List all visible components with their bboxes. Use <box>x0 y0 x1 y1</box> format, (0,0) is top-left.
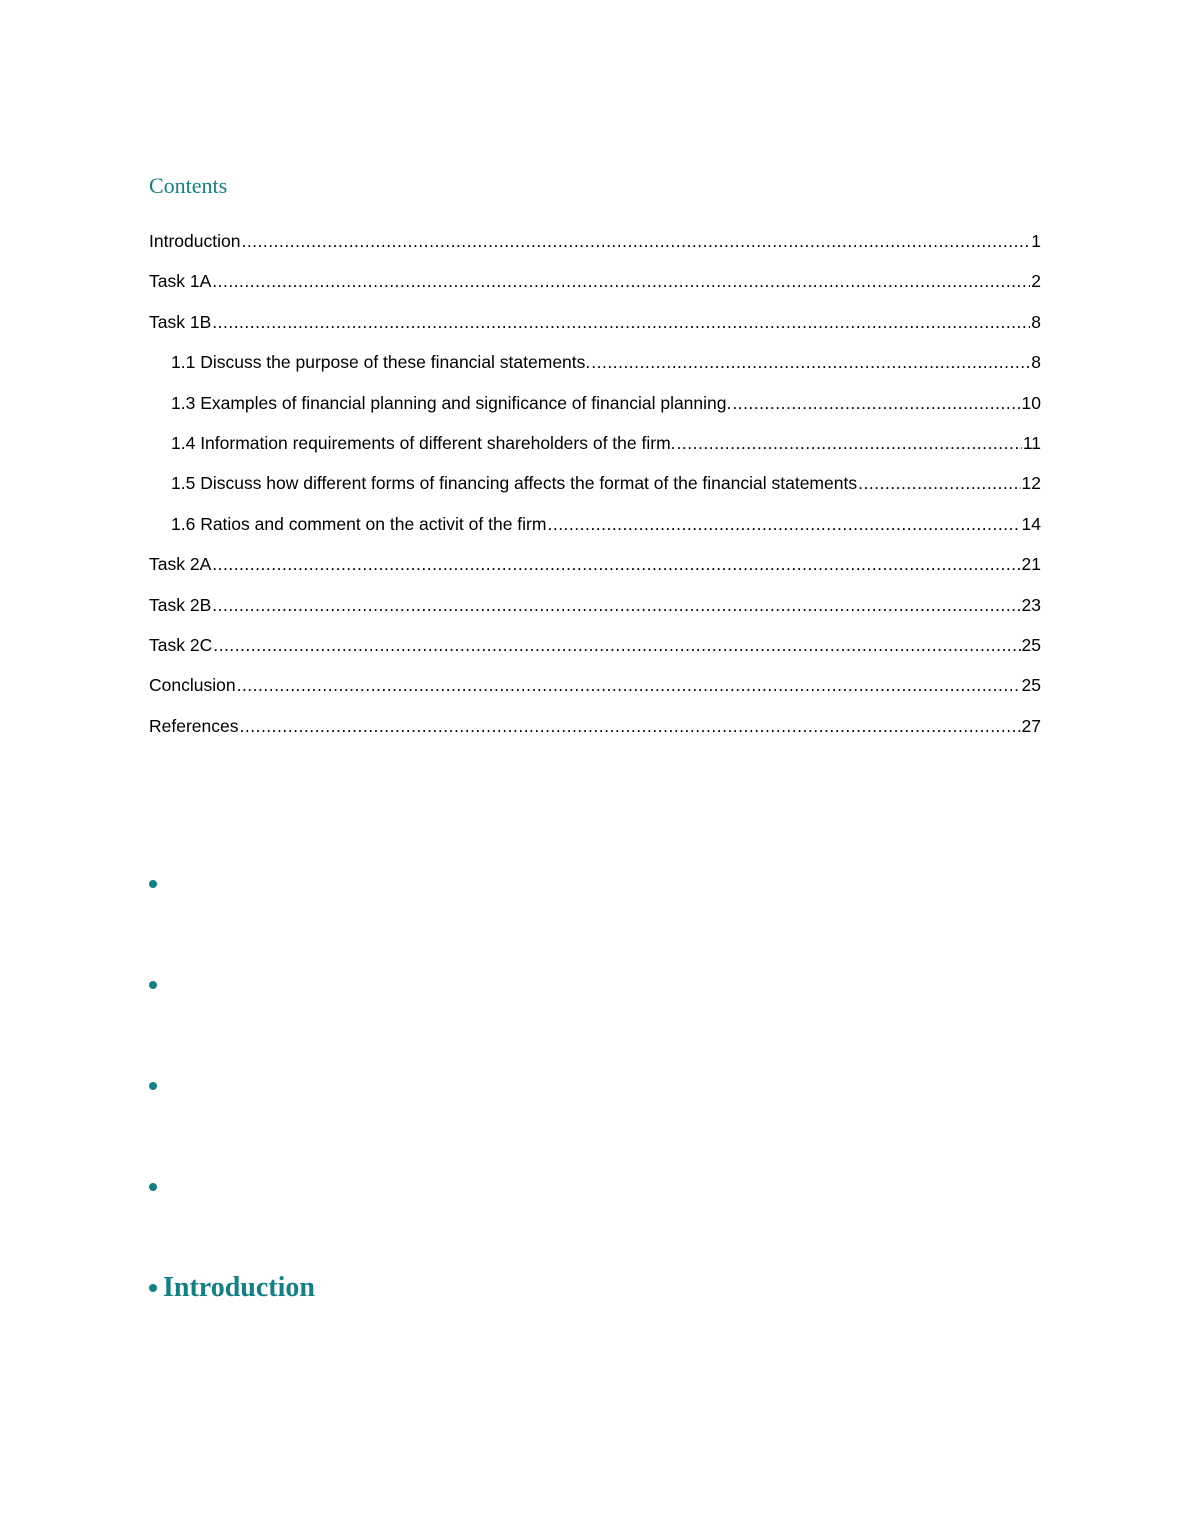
toc-dot-leader <box>677 431 1022 455</box>
toc-entry[interactable] <box>149 512 1041 552</box>
toc-entry[interactable] <box>149 269 1041 309</box>
toc-entry-page: 11 <box>1022 432 1041 453</box>
toc-entry-title: Introduction <box>149 231 241 251</box>
table-of-contents <box>149 229 1041 754</box>
toc-entry-title: 1.5 Discuss how different forms of financing affects the format of the financial statements <box>171 473 858 494</box>
toc-dot-leader <box>591 350 1030 374</box>
toc-entry-title: Task 2C <box>149 634 213 655</box>
toc-entry[interactable] <box>149 552 1041 592</box>
toc-entry-title: 1.1 Discuss the purpose of these financial statements. <box>171 352 591 373</box>
empty-bullet-item <box>147 979 159 991</box>
toc-entry[interactable] <box>149 673 1041 713</box>
toc-dot-leader <box>240 714 1021 738</box>
toc-entry[interactable] <box>149 391 1041 431</box>
toc-entry-page: 25 <box>1021 634 1041 655</box>
toc-dot-leader <box>212 593 1020 617</box>
toc-dot-leader <box>732 391 1020 415</box>
toc-entry-title: Task 1B <box>149 311 212 332</box>
toc-entry[interactable] <box>149 714 1041 754</box>
toc-entry[interactable] <box>149 350 1041 390</box>
toc-entry[interactable] <box>149 593 1041 633</box>
introduction-heading-text: Introduction <box>163 1272 315 1303</box>
toc-entry-title: 1.6 Ratios and comment on the activit of the firm <box>171 513 547 534</box>
toc-entry-title: Conclusion <box>149 675 236 696</box>
toc-entry-page: 1 <box>1031 231 1041 251</box>
bullet-icon <box>149 1183 157 1191</box>
toc-entry-page: 27 <box>1021 715 1041 736</box>
toc-entry[interactable] <box>149 431 1041 471</box>
bullet-icon <box>149 981 157 989</box>
toc-entry-title: 1.4 Information requirements of different shareholders of the firm. <box>171 432 676 453</box>
toc-entry-page: 8 <box>1031 311 1041 332</box>
introduction-heading <box>145 1272 315 1304</box>
toc-entry-page: 25 <box>1021 675 1041 696</box>
toc-entry-page: 12 <box>1021 473 1041 494</box>
empty-bullet-item <box>147 1080 159 1092</box>
bullet-icon <box>149 880 157 888</box>
toc-entry-page: 10 <box>1021 392 1041 413</box>
toc-entry-page: 8 <box>1031 352 1041 373</box>
bullet-icon <box>149 1284 157 1292</box>
toc-entry-page: 2 <box>1031 271 1041 292</box>
toc-entry-title: Task 2B <box>149 594 212 615</box>
toc-entry-title: Task 2A <box>149 554 212 575</box>
toc-dot-leader <box>212 310 1030 334</box>
toc-entry-title: Task 1A <box>149 271 212 292</box>
empty-bullet-item <box>147 1181 159 1193</box>
toc-entry[interactable] <box>149 229 1041 269</box>
toc-dot-leader <box>212 552 1020 576</box>
toc-dot-leader <box>213 633 1020 657</box>
toc-dot-leader <box>241 229 1030 253</box>
toc-heading: Contents <box>149 173 228 198</box>
toc-dot-leader <box>212 269 1030 293</box>
toc-entry-page: 21 <box>1021 554 1041 575</box>
toc-entry-page: 14 <box>1021 513 1041 534</box>
toc-dot-leader <box>858 471 1020 495</box>
toc-entry[interactable] <box>149 471 1041 511</box>
empty-bullet-item <box>147 878 159 890</box>
toc-entry-title: References <box>149 715 239 736</box>
toc-dot-leader <box>237 673 1021 697</box>
toc-entry-title: 1.3 Examples of financial planning and significance of financial planning. <box>171 392 732 413</box>
toc-entry[interactable] <box>149 633 1041 673</box>
toc-dot-leader <box>547 512 1020 536</box>
toc-entry-page: 23 <box>1021 594 1041 615</box>
toc-entry[interactable] <box>149 310 1041 350</box>
bullet-icon <box>149 1082 157 1090</box>
